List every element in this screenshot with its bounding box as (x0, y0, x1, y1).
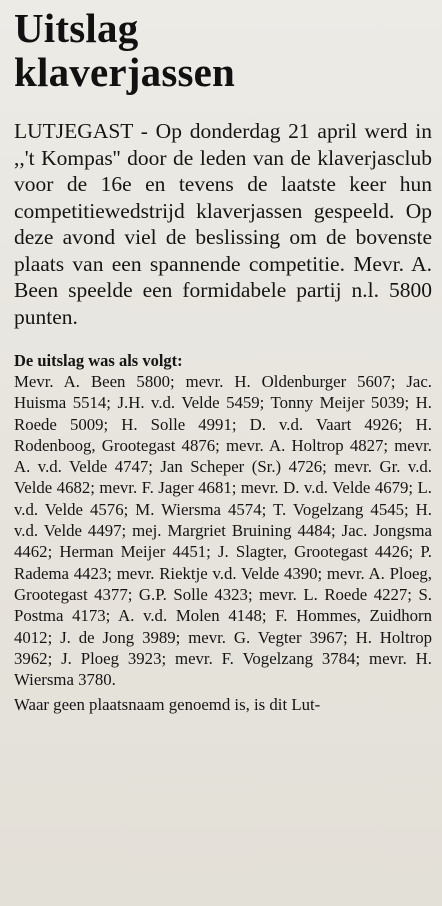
headline-line-1: Uitslag (14, 5, 139, 51)
headline-line-2: klaverjassen (14, 49, 236, 95)
results-list: Mevr. A. Been 5800; mevr. H. Oldenburger 5607; Jac. Huisma 5514; J.H. v.d. Velde 5459; Tonny Meijer 5039; H. Roede 5009; H. Solle 4991; D. v.d. Vaart 4926; H. Rodenboog, Grootegast 4876; mevr. A. Holtrop 4827; mevr. A. v.d. Velde 4747; Jan Scheper (Sr.) 4726; mevr. Gr. v.d. Velde 4682; mevr. F. Jager 4681; mevr. D. v.d. Velde 4679; L. v.d. Velde 4576; M. Wiersma 4574; T. Vogelzang 4545; H. v.d. Velde 4497; mej. Margriet Bruining 4484; Jac. Jongsma 4462; Herman Meijer 4451; J. Slagter, Grootegast 4426; P. Radema 4423; mevr. Riektje v.d. Velde 4390; mevr. A. Ploeg, Grootegast 4377; G.P. Solle 4323; mevr. L. Roede 4227; S. Postma 4173; A. v.d. Molen 4148; F. Hommes, Zuidhorn 4012; J. de Jong 3989; mevr. G. Vegter 3967; H. Holtrop 3962; J. Ploeg 3923; mevr. F. Vogelzang 3784; mevr. H. Wiersma 3780. (14, 372, 432, 690)
article-headline (14, 6, 432, 94)
article-lead-paragraph: LUTJEGAST - Op donderdag 21 april werd in ,,'t Kompas'' door de leden van de klaverjasclub voor de 16e en tevens de laatste keer hun competitiewedstrijd klaverjassen gespeeld. Op deze avond viel de beslissing om de bovenste plaats van een spannende competitie. Mevr. A. Been speelde een formidabele partij n.l. 5800 punten. (14, 119, 432, 329)
results-heading: De uitslag was als volgt: (14, 351, 183, 370)
article-continuation-text: Waar geen plaatsnaam genoemd is, is dit Lut- (14, 695, 321, 715)
